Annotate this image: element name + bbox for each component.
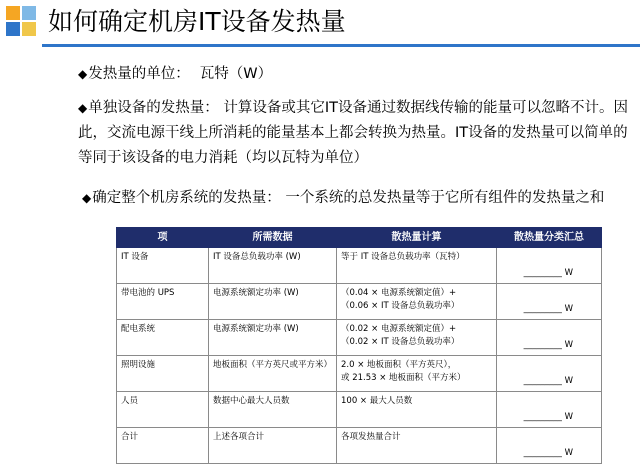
subtotal-cell: _________ W [497, 320, 602, 356]
calc-cell [337, 320, 497, 356]
item-cell: 人员 [117, 392, 209, 428]
required-data-cell: 上述各项合计 [209, 428, 337, 464]
calc-cell [337, 428, 497, 464]
calc-cell [337, 356, 497, 392]
subtotal-cell: _________ W [497, 284, 602, 320]
calc-line: 100 × 最大人员数 [341, 396, 413, 406]
heat-unit-label: 发热量的单位： [88, 66, 190, 82]
calc-cell [337, 284, 497, 320]
table-row [117, 356, 602, 392]
column-header: 散热量计算 [337, 228, 497, 248]
item-cell: 照明设施 [117, 356, 209, 392]
item-cell: 合计 [117, 428, 209, 464]
page-title: 如何确定机房IT设备发热量 [48, 7, 346, 36]
heat-unit-value: 瓦特（W） [199, 66, 273, 82]
required-data-cell: 地板面积（平方英尺或平方米） [209, 356, 337, 392]
heat-unit-paragraph [78, 62, 272, 87]
required-data-cell: 数据中心最大人员数 [209, 392, 337, 428]
column-header: 项 [117, 228, 209, 248]
table-row [117, 284, 602, 320]
calc-line: 等于 IT 设备总负载功率（瓦特） [341, 252, 465, 262]
subtotal-cell: _________ W [497, 356, 602, 392]
item-cell: IT 设备 [117, 248, 209, 284]
diamond-bullet-icon: ◆ [78, 67, 88, 81]
calc-cell [337, 392, 497, 428]
system-heat-paragraph [82, 186, 638, 211]
system-heat-text: 确定整个机房系统的发热量： 一个系统的总发热量等于它所有组件的发热量之和 [92, 190, 605, 206]
table-row [117, 248, 602, 284]
diamond-bullet-icon: ◆ [82, 191, 92, 205]
diamond-bullet-icon: ◆ [78, 101, 88, 115]
column-header: 所需数据 [209, 228, 337, 248]
column-header: 散热量分类汇总 [497, 228, 602, 248]
calc-line: 或 21.53 × 地板面积（平方米） [341, 373, 466, 383]
heat-calculation-table [116, 227, 602, 464]
calc-line: （0.02 × IT 设备总负载功率） [341, 337, 460, 347]
calc-line: 各项发热量合计 [341, 432, 401, 442]
table-row [117, 320, 602, 356]
subtotal-cell: _________ W [497, 248, 602, 284]
subtotal-cell: _________ W [497, 392, 602, 428]
calc-line: （0.04 × 电源系统额定值）+ [341, 288, 457, 298]
logo-squares-icon [6, 6, 36, 36]
single-device-text: 单独设备的发热量： 计算设备或其它IT设备通过数据线传输的能量可以忽略不计。因此，交流电源干线上所消耗的能量基本上都会转换为热量。IT设备的发热量可以简单的等同于该设备的电力消耗（均以瓦特为单位） [78, 100, 628, 166]
calc-line: （0.06 × IT 设备总负载功率） [341, 301, 460, 311]
required-data-cell: IT 设备总负载功率 (W) [209, 248, 337, 284]
required-data-cell: 电源系统额定功率 (W) [209, 320, 337, 356]
title-divider [42, 44, 640, 47]
item-cell: 配电系统 [117, 320, 209, 356]
calc-cell [337, 248, 497, 284]
table-row [117, 428, 602, 464]
subtotal-cell: _________ W [497, 428, 602, 464]
calc-line: 2.0 × 地板面积（平方英尺）， [341, 360, 457, 370]
single-device-paragraph [78, 96, 638, 171]
table-row [117, 392, 602, 428]
table-header-row [117, 228, 602, 248]
calc-line: （0.02 × 电源系统额定值）+ [341, 324, 457, 334]
item-cell: 带电池的 UPS [117, 284, 209, 320]
required-data-cell: 电源系统额定功率 (W) [209, 284, 337, 320]
